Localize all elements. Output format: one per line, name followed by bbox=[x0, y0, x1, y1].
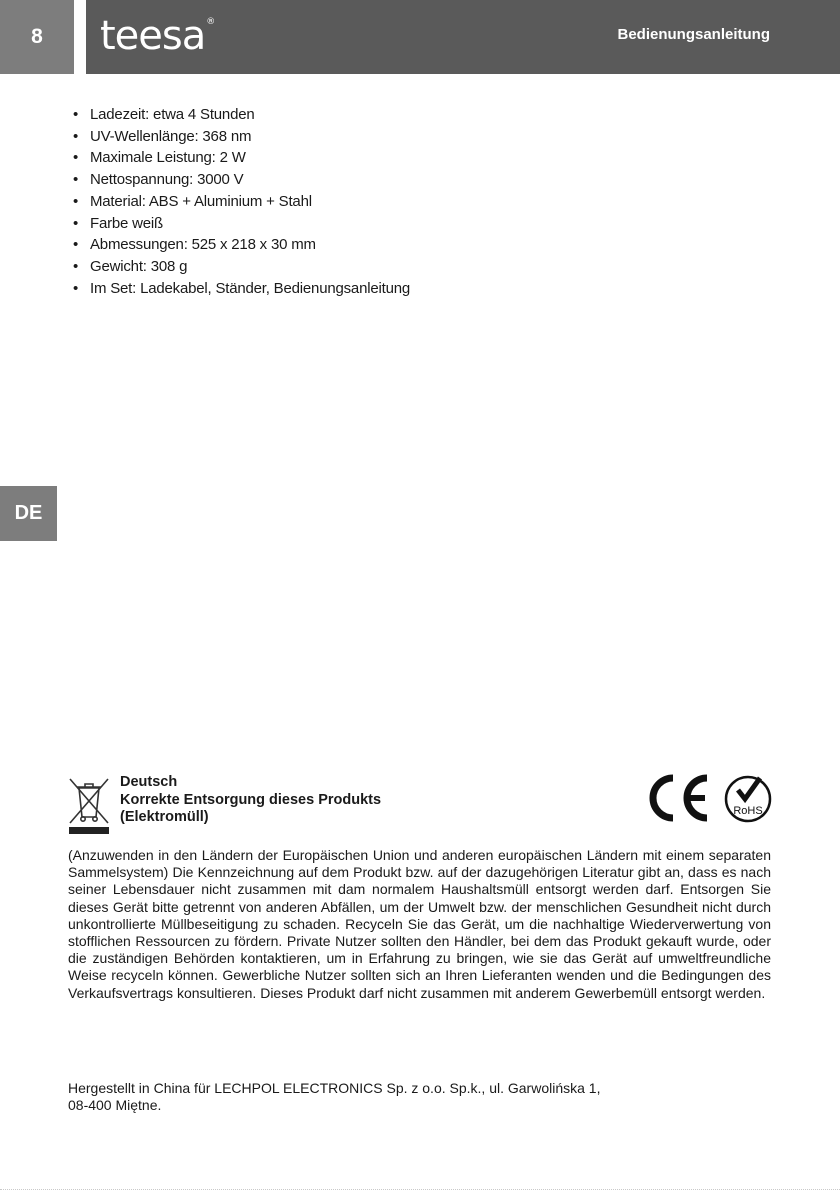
language-tab: DE bbox=[0, 486, 57, 541]
header-bar bbox=[86, 0, 840, 74]
rohs-label: RoHS bbox=[733, 805, 763, 817]
footer-divider bbox=[0, 1189, 840, 1190]
manufacturer-line-2: 08-400 Miętne. bbox=[68, 1097, 162, 1114]
spec-list bbox=[73, 104, 410, 299]
brand-logo-text: teesa bbox=[100, 13, 206, 59]
spec-item: • Abmessungen: 525 x 218 x 30 mm bbox=[73, 236, 316, 254]
brand-logo bbox=[100, 14, 214, 58]
rohs-check-icon bbox=[726, 777, 770, 821]
certification-marks bbox=[649, 772, 773, 824]
disposal-title: Korrekte Entsorgung dieses Produkts bbox=[120, 791, 382, 808]
spec-item: • Farbe weiß bbox=[73, 214, 164, 232]
header-title: Bedienungsanleitung bbox=[617, 26, 770, 43]
spec-item: • Ladezeit: etwa 4 Stunden bbox=[73, 106, 255, 123]
spec-item: • Material: ABS + Aluminium + Stahl bbox=[73, 192, 312, 210]
weee-crossed-bin-icon bbox=[68, 775, 110, 835]
disposal-language: Deutsch bbox=[120, 774, 178, 790]
disposal-body: (Anzuwenden in den Ländern der Europäischen Union und anderen europäischen Ländern mit einem separaten Sammelsystem) Die Kennzeichnung auf dem Produkt bzw. auf der dazugehörigen Literatur gibt an, dass es nach seiner Lebensdauer nicht zusammen mit dam normalem Haushaltsmüll entsorgt werden darf. Entsorgen Sie dieses Gerät bitte getrennt von anderen Abfällen, um der Umwelt bzw. der menschlichen Gesundheit nicht durch unkontrollierte Müllbeseitigung zu schaden. Recyceln Sie das Gerät, um die nachhaltige Wiederverwertung von stofflichen Ressourcen zu fördern. Private Nutzer sollten den Händler, bei dem das Produkt gekauft wurde, oder die zuständigen Behörden kontaktieren, um in Erfahrung zu bringen, wie sie das Gerät auf umweltfreundliche Weise recyceln können. Gewerbliche Nutzer sollten sich an Ihren Lieferanten wenden und die Bedingungen des Verkaufsvertrags konsultieren. Dieses Produkt darf nicht zusammen mit anderem Gewerbemüll entsorgt werden. bbox=[68, 847, 771, 1001]
manufacturer-info bbox=[68, 1080, 771, 1114]
page-number: 8 bbox=[0, 0, 74, 74]
ce-mark-icon bbox=[653, 778, 707, 818]
spec-item: • UV-Wellenlänge: 368 nm bbox=[73, 127, 252, 145]
manufacturer-line-1: Hergestellt in China für LECHPOL ELECTRONICS Sp. z o.o. Sp.k., ul. Garwolińska 1, bbox=[68, 1080, 601, 1096]
disposal-subtitle: (Elektromüll) bbox=[120, 809, 209, 825]
spec-item: • Im Set: Ladekabel, Ständer, Bedienungsanleitung bbox=[73, 279, 411, 297]
disposal-heading bbox=[120, 774, 381, 827]
registered-mark: ® bbox=[206, 17, 215, 27]
spec-item: • Gewicht: 308 g bbox=[73, 257, 188, 275]
spec-item: • Nettospannung: 3000 V bbox=[73, 171, 244, 189]
spec-item: • Maximale Leistung: 2 W bbox=[73, 149, 246, 167]
